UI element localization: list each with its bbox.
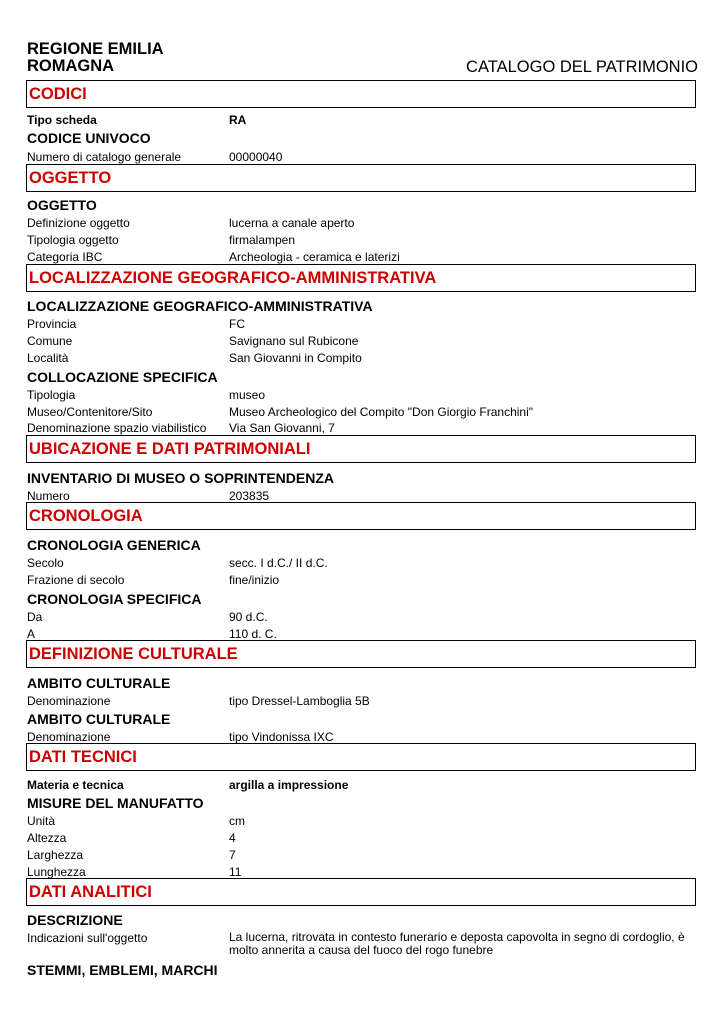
section-codici: [26, 80, 696, 108]
region-line-1: REGIONE EMILIA: [27, 40, 164, 58]
numero-inventario-value: 203835: [229, 489, 270, 503]
numero-inventario-label: Numero: [27, 489, 70, 503]
region-line-2: ROMAGNA: [27, 57, 115, 75]
localita-value: San Giovanni in Compito: [229, 351, 362, 365]
section-ubicazione: [26, 435, 696, 463]
provincia-label: Provincia: [27, 317, 77, 331]
tipologia-oggetto-value: firmalampen: [229, 233, 296, 247]
definizione-oggetto-value: lucerna a canale aperto: [229, 216, 355, 230]
tipologia-label: Tipologia: [27, 388, 76, 402]
inventario-heading: INVENTARIO DI MUSEO O SOPRINTENDENZA: [27, 470, 334, 486]
ambito-culturale-heading-1: AMBITO CULTURALE: [27, 675, 171, 691]
lunghezza-label: Lunghezza: [27, 865, 86, 879]
provincia-value: FC: [229, 317, 245, 331]
denominazione-value-1: tipo Dressel-Lamboglia 5B: [229, 694, 370, 708]
section-ubicazione-title: UBICAZIONE E DATI PATRIMONIALI: [29, 440, 311, 458]
catalog-title: CATALOGO DEL PATRIMONIO: [466, 58, 698, 76]
materia-tecnica-value: argilla a impressione: [229, 778, 349, 792]
region-title: [27, 41, 164, 75]
tipologia-value: museo: [229, 388, 266, 402]
localizzazione-heading: LOCALIZZAZIONE GEOGRAFICO-AMMINISTRATIVA: [27, 298, 373, 314]
section-dati-analitici-title: DATI ANALITICI: [29, 883, 152, 901]
localita-label: Località: [27, 351, 69, 365]
numero-catalogo-label: Numero di catalogo generale: [27, 150, 182, 164]
larghezza-value: 7: [229, 848, 236, 862]
collocazione-heading: COLLOCAZIONE SPECIFICA: [27, 369, 218, 385]
descrizione-heading: DESCRIZIONE: [27, 912, 123, 928]
codice-univoco-heading: CODICE UNIVOCO: [27, 130, 151, 146]
comune-label: Comune: [27, 334, 73, 348]
a-value: 110 d. C.: [229, 627, 277, 641]
section-oggetto-title: OGGETTO: [29, 169, 112, 187]
spazio-viabilistico-value: Via San Giovanni, 7: [229, 421, 335, 435]
frazione-secolo-label: Frazione di secolo: [27, 573, 125, 587]
denominazione-value-2: tipo Vindonissa IXC: [229, 730, 334, 744]
altezza-label: Altezza: [27, 831, 67, 845]
section-definizione-title: DEFINIZIONE CULTURALE: [29, 645, 238, 663]
section-localizzazione: [26, 264, 696, 292]
section-localizzazione-title: LOCALIZZAZIONE GEOGRAFICO-AMMINISTRATIVA: [29, 269, 437, 287]
spazio-viabilistico-label: Denominazione spazio viabilistico: [27, 421, 207, 435]
section-oggetto: [26, 164, 696, 192]
da-value: 90 d.C.: [229, 610, 268, 624]
museo-value: Museo Archeologico del Compito "Don Giorgio Franchini": [229, 405, 534, 419]
cronologia-generica-heading: CRONOLOGIA GENERICA: [27, 537, 201, 553]
unita-value: cm: [229, 814, 245, 828]
section-dati-analitici: [26, 878, 696, 906]
tipo-scheda-value: RA: [229, 113, 247, 127]
oggetto-heading: OGGETTO: [27, 197, 97, 213]
numero-catalogo-value: 00000040: [229, 150, 283, 164]
da-label: Da: [27, 610, 43, 624]
tipo-scheda-label: Tipo scheda: [27, 113, 97, 127]
section-cronologia: [26, 502, 696, 530]
unita-label: Unità: [27, 814, 56, 828]
ambito-culturale-heading-2: AMBITO CULTURALE: [27, 711, 171, 727]
materia-tecnica-label: Materia e tecnica: [27, 778, 124, 792]
a-label: A: [27, 627, 36, 641]
section-dati-tecnici: [26, 743, 696, 771]
section-codici-title: CODICI: [29, 85, 87, 103]
categoria-ibc-label: Categoria IBC: [27, 250, 103, 264]
stemmi-heading: STEMMI, EMBLEMI, MARCHI: [27, 962, 218, 978]
tipologia-oggetto-label: Tipologia oggetto: [27, 233, 119, 247]
section-dati-tecnici-title: DATI TECNICI: [29, 748, 137, 766]
frazione-secolo-value: fine/inizio: [229, 573, 280, 587]
museo-label: Museo/Contenitore/Sito: [27, 405, 153, 419]
denominazione-label-2: Denominazione: [27, 730, 111, 744]
larghezza-label: Larghezza: [27, 848, 84, 862]
section-cronologia-title: CRONOLOGIA: [29, 507, 143, 525]
indicazioni-oggetto-label: Indicazioni sull'oggetto: [27, 931, 148, 945]
categoria-ibc-value: Archeologia - ceramica e laterizi: [229, 250, 400, 264]
secolo-value: secc. I d.C./ II d.C.: [229, 556, 328, 570]
misure-heading: MISURE DEL MANUFATTO: [27, 795, 204, 811]
secolo-label: Secolo: [27, 556, 64, 570]
definizione-oggetto-label: Definizione oggetto: [27, 216, 130, 230]
altezza-value: 4: [229, 831, 236, 845]
lunghezza-value: 11: [229, 865, 242, 879]
comune-value: Savignano sul Rubicone: [229, 334, 359, 348]
indicazioni-oggetto-value: La lucerna, ritrovata in contesto funerario e deposta capovolta in segno di cordoglio, è molto annerita a causa del fuoco del rogo funebre: [229, 930, 685, 957]
denominazione-label-1: Denominazione: [27, 694, 111, 708]
cronologia-specifica-heading: CRONOLOGIA SPECIFICA: [27, 591, 202, 607]
section-definizione: [26, 640, 696, 668]
